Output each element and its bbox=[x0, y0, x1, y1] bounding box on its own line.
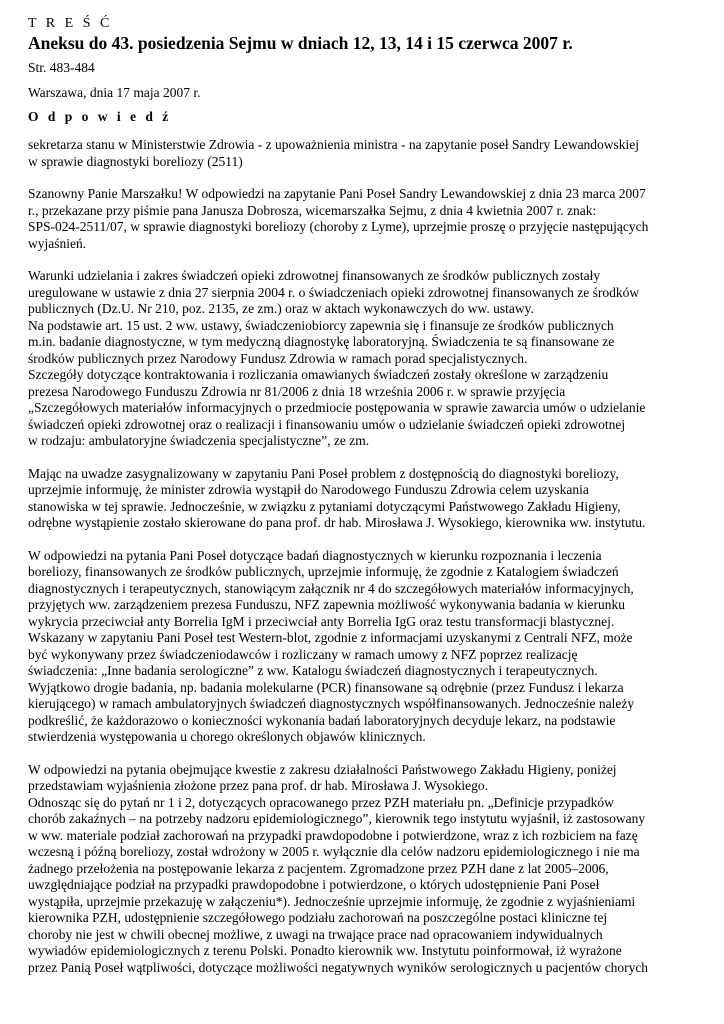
paragraph-line: W odpowiedzi na pytania Pani Poseł dotyczące badań diagnostycznych w kierunku rozpoznania i leczenia bbox=[28, 547, 602, 563]
document-body bbox=[28, 137, 708, 976]
paragraph-line: Odnosząc się do pytań nr 1 i 2, dotyczących opracowanego przez PZH materiału pn. „Definicje przypadków bbox=[28, 794, 614, 810]
paragraph-line: uprzejmie informuję, że minister zdrowia wystąpił do Narodowego Funduszu Zdrowia celem uzyskania bbox=[28, 482, 589, 497]
paragraph-line: wywiadów epidemiologicznych z terenu Polski. Ponadto kierownik ww. Instytutu poinformował, iż wyrażone bbox=[28, 943, 622, 958]
paragraph-line: SPS-024-2511/07, w sprawie diagnostyki boreliozy (choroby z Lyme), uprzejmie proszę o przyjęcie następujących bbox=[28, 219, 649, 234]
paragraph bbox=[28, 137, 708, 170]
paragraph-line: r., przekazane przy piśmie pana Janusza Dobrosza, wicemarszałka Sejmu, z dnia 4 kwietnia 2007 r. znak: bbox=[28, 202, 597, 218]
paragraph bbox=[28, 762, 708, 977]
paragraph-line: Szanowny Panie Marszałku! W odpowiedzi na zapytanie Pani Poseł Sandry Lewandowskiej z dnia 23 marca 2007 bbox=[28, 186, 646, 201]
paragraph-line: środków publicznych przez Narodowy Fundusz Zdrowia w ramach porad specjalistycznych. bbox=[28, 350, 528, 366]
paragraph-line: przedstawiam wyjaśnienia złożone przez pana prof. dr hab. Mirosława J. Wysokiego. bbox=[28, 778, 489, 793]
paragraph-line: wczesną i późną boreliozy, został wdrożony w 2005 r. wyłącznie dla celów nadzoru epidemiologicznego i nie ma bbox=[28, 844, 640, 859]
paragraph-line: Na podstawie art. 15 ust. 2 ww. ustawy, świadczeniobiorcy zapewnia się i finansuje ze środków publicznych bbox=[28, 317, 614, 333]
paragraph-line: Szczegóły dotyczące kontraktowania i rozliczania omawianych świadczeń zostały określone w zarządzeniu bbox=[28, 367, 609, 382]
paragraph-line: w ww. materiale podział zachorowań na przypadki prawdopodobne i potwierdzone, wraz z ich rozbiciem na fazę bbox=[28, 827, 638, 843]
paragraph-line: „Szczegółowych materiałów informacyjnych o przedmiocie postępowania w sprawie zawarcia umów o udzielanie bbox=[28, 400, 646, 415]
paragraph-line: wystąpiła, uprzejmie przekazuję w załączeniu*). Jednocześnie uprzejmie informuję, że zgodnie z wyjaśnieniami bbox=[28, 893, 636, 909]
paragraph-line: stanowiska w tej sprawie. Jednocześnie, w związku z pytaniami dotyczącymi Państwowego Zakładu Higieny, bbox=[28, 498, 621, 514]
paragraph-line: w sprawie diagnostyki boreliozy (2511) bbox=[28, 153, 243, 169]
place-date: Warszawa, dnia 17 maja 2007 r. bbox=[28, 85, 201, 100]
paragraph-line: przyjętych ww. zarządzeniem prezesa Funduszu, NFZ zapewnia możliwość wykonywania badania w kierunku bbox=[28, 597, 626, 612]
paragraph bbox=[28, 548, 708, 746]
paragraph-line: uregulowane w ustawie z dnia 27 sierpnia 2004 r. o świadczeniach opieki zdrowotnej finansowanych ze środków bbox=[28, 284, 640, 300]
contents-label: T R E Ś Ć bbox=[28, 16, 113, 31]
paragraph-line: sekretarza stanu w Ministerstwie Zdrowia - z upoważnienia ministra - na zapytanie poseł Sandry Lewandowskiej bbox=[28, 137, 640, 152]
document-title: Aneksu do 43. posiedzenia Sejmu w dniach 12, 13, 14 i 15 czerwca 2007 r. bbox=[28, 33, 573, 53]
paragraph bbox=[28, 466, 708, 532]
paragraph-line: być wykonywany przez świadczeniodawców i rozliczany w ramach umowy z NFZ poprzez realizację bbox=[28, 646, 578, 662]
paragraph-line: W odpowiedzi na pytania obejmujące kwestie z zakresu działalności Państwowego Zakładu Higieny, poniżej bbox=[28, 761, 617, 777]
paragraph-line: stwierdzenia występowania u chorego określonych objawów klinicznych. bbox=[28, 729, 426, 744]
paragraph-line: m.in. badanie diagnostyczne, w tym medyczną diagnostykę laboratoryjną. Świadczenia te są finansowane ze bbox=[28, 334, 615, 349]
paragraph-line: diagnostycznych i terapeutycznych, stanowiącym załącznik nr 4 do szczegółowych materiałów informacyjnych, bbox=[28, 580, 634, 596]
paragraph-line: żadnego przełożenia na postępowanie lekarza z pacjentem. Zgromadzone przez PZH dane z lat 2005–2006, bbox=[28, 860, 609, 876]
paragraph-line: boreliozy, finansowanych ze środków publicznych, uprzejmie informuję, że zgodnie z Katalogiem świadczeń bbox=[28, 564, 619, 579]
section-heading: O d p o w i e d ź bbox=[28, 109, 172, 124]
paragraph-line: kierownika PZH, udostępnienie szczegółowego podziału zachorowań na poszczególne postaci kliniczne tej bbox=[28, 910, 608, 925]
page-range: Str. 483-484 bbox=[28, 60, 95, 75]
paragraph-line: wykrycia przeciwciał anty Borrelia IgM i przeciwciał anty Borrelia IgG oraz testu transformacji blastycznej. bbox=[28, 613, 615, 629]
paragraph-line: świadczeń opieki zdrowotnej oraz o realizacji i finansowaniu umów o udzielanie świadczeń opieki zdrowotnej bbox=[28, 416, 626, 432]
paragraph bbox=[28, 186, 708, 252]
paragraph-line: podkreślić, że każdorazowo o konieczności wykonania badań laboratoryjnych decyduje lekarz, na podstawie bbox=[28, 712, 616, 728]
paragraph-line: uwzględniające podział na przypadki prawdopodobne i potwierdzone, o których udostępnienie Pani Poseł bbox=[28, 877, 600, 892]
paragraph-line: wyjaśnień. bbox=[28, 235, 87, 251]
paragraph-line: przez Panią Poseł wątpliwości, dotyczące możliwości negatywnych wyników serologicznych u pacjentów chorych bbox=[28, 959, 649, 975]
paragraph-line: Wskazany w zapytaniu Pani Poseł test Western-blot, zgodnie z informacjami uzyskanymi z Centrali NFZ, może bbox=[28, 630, 633, 645]
paragraph-line: choroby nie jest w chwili obecnej możliwe, z uwagi na trwające prace nad opracowaniem indywidualnych bbox=[28, 926, 603, 942]
paragraph-line: w rodzaju: ambulatoryjne świadczenia specjalistyczne”, ze zm. bbox=[28, 433, 370, 448]
paragraph bbox=[28, 268, 708, 450]
paragraph-line: chorób zakaźnych – na potrzeby nadzoru epidemiologicznego”, kierownik tego instytutu wyjaśnił, iż zastosowany bbox=[28, 811, 646, 826]
paragraph-line: odrębne wystąpienie zostało skierowane do pana prof. dr hab. Mirosława J. Wysokiego, kierownika ww. instytutu. bbox=[28, 515, 646, 530]
document-page bbox=[28, 16, 708, 992]
paragraph-line: Mając na uwadze zasygnalizowany w zapytaniu Pani Poseł problem z dostępnością do diagnostyki boreliozy, bbox=[28, 465, 619, 481]
paragraph-line: świadczenia: „Inne badania serologiczne” z ww. Katalogu świadczeń diagnostycznych i terapeutycznych. bbox=[28, 663, 598, 678]
paragraph-line: Warunki udzielania i zakres świadczeń opieki zdrowotnej finansowanych ze środków publicznych zostały bbox=[28, 268, 601, 283]
paragraph-line: kierującego) w ramach ambulatoryjnych świadczeń diagnostycznych współfinansowanych. Jednocześnie należy bbox=[28, 696, 635, 711]
paragraph-line: Wyjątkowo drogie badania, np. badania molekularne (PCR) finansowane są odrębnie (przez Fundusz i lekarza bbox=[28, 679, 624, 695]
paragraph-line: prezesa Narodowego Funduszu Zdrowia nr 81/2006 z dnia 18 września 2006 r. w sprawie przyjęcia bbox=[28, 383, 566, 399]
paragraph-line: publicznych (Dz.U. Nr 210, poz. 2135, ze zm.) oraz w aktach wykonawczych do ww. ustawy. bbox=[28, 301, 534, 316]
